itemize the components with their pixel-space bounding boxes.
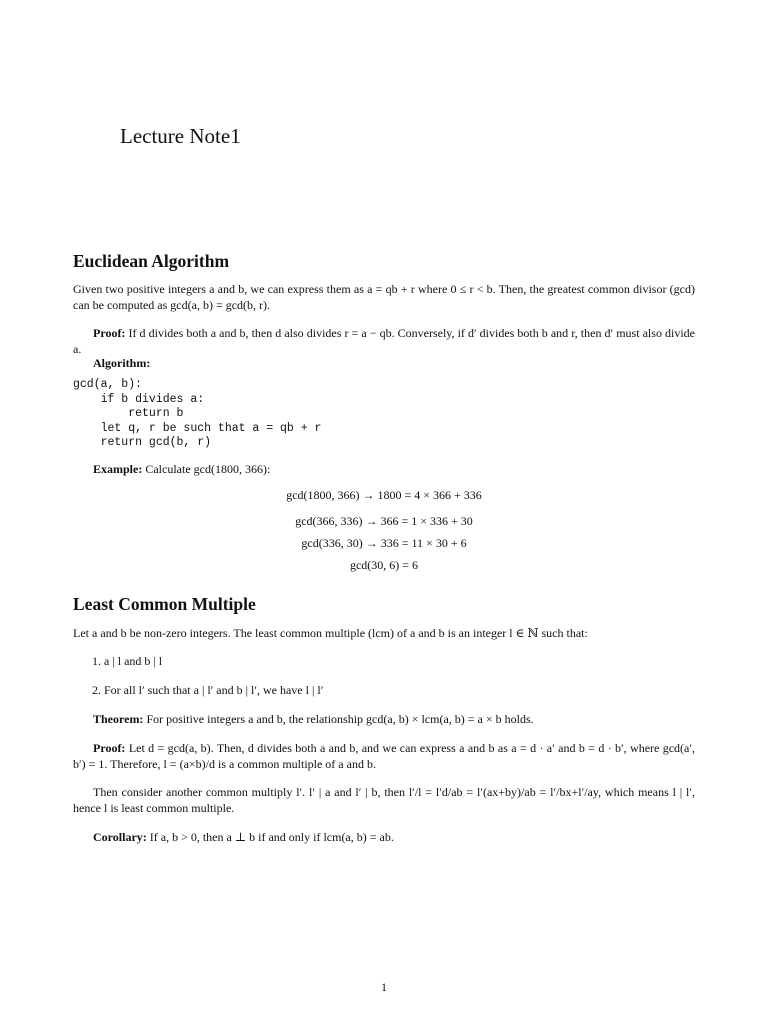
section-heading-lcm: Least Common Multiple (73, 594, 256, 614)
example-step: gcd(1800, 366) → 1800 = 4 × 366 + 336 (286, 488, 482, 502)
euclid-proof-paragraph (73, 325, 695, 357)
euclid-intro-paragraph: Given two positive integers a and b, we can express them as a = qb + r where 0 ≤ r < b. Then, the greatest common divisor (gcd) can be computed as gcd(a, b) = gcd(b, r). (73, 282, 695, 312)
theorem-label: Theorem: (93, 712, 144, 726)
algorithm-label: Algorithm: (93, 356, 151, 370)
lcm-condition-item: 1. a | l and b | l (92, 654, 163, 668)
lcm-condition-item: 2. For all l′ such that a | l′ and b | l′, we have l | l′ (92, 683, 324, 697)
proof-label: Proof: (93, 326, 126, 340)
lcm-proof-paragraph (73, 740, 695, 772)
example-step: gcd(366, 336) → 366 = 1 × 336 + 30 (295, 514, 473, 528)
example-step: gcd(30, 6) = 6 (349, 558, 419, 572)
page-number: 1 (381, 980, 387, 994)
section-heading-euclidean: Euclidean Algorithm (73, 251, 230, 271)
proof-label: Proof: (93, 741, 126, 755)
example-paragraph (73, 461, 695, 477)
proof-continued-paragraph: Then consider another common multiply l′. l′ | a and l′ | b, then l′/l = l′d/ab = l′(ax+by)/ab = l′/bx+l′/ay, which means l | l′, hence l is least common multiple. (73, 785, 695, 815)
example-text: Calculate gcd(1800, 366): (145, 462, 271, 476)
corollary-label: Corollary: (93, 830, 147, 844)
example-label: Example: (93, 462, 143, 476)
proof-text: If d divides both a and b, then d also divides r = a − qb. Conversely, if d′ divides both b and r, then d′ must also divide a. (73, 326, 695, 356)
corollary-paragraph (73, 829, 695, 845)
corollary-text: If a, b > 0, then a ⊥ b if and only if lcm(a, b) = ab. (149, 830, 394, 844)
document-title: Lecture Note1 (120, 124, 241, 148)
algorithm-code-block: gcd(a, b): if b divides a: return b let q, r be such that a = qb + r return gcd(b, r) (73, 378, 322, 449)
example-step: gcd(336, 30) → 336 = 11 × 30 + 6 (301, 536, 467, 550)
lcm-intro-paragraph: Let a and b be non-zero integers. The least common multiple (lcm) of a and b is an integer l ∈ ℕ such that: (73, 626, 588, 640)
algorithm-label-line (73, 355, 695, 371)
proof-text: Let d = gcd(a, b). Then, d divides both a and b, and we can express a and b as a = d · a′ and b = d · b′, where gcd(a′, b′) = 1. Therefore, l = (a×b)/d is a common multiple of a and b. (73, 741, 695, 771)
theorem-paragraph (73, 711, 695, 727)
theorem-text: For positive integers a and b, the relationship gcd(a, b) × lcm(a, b) = a × b holds. (146, 712, 534, 726)
